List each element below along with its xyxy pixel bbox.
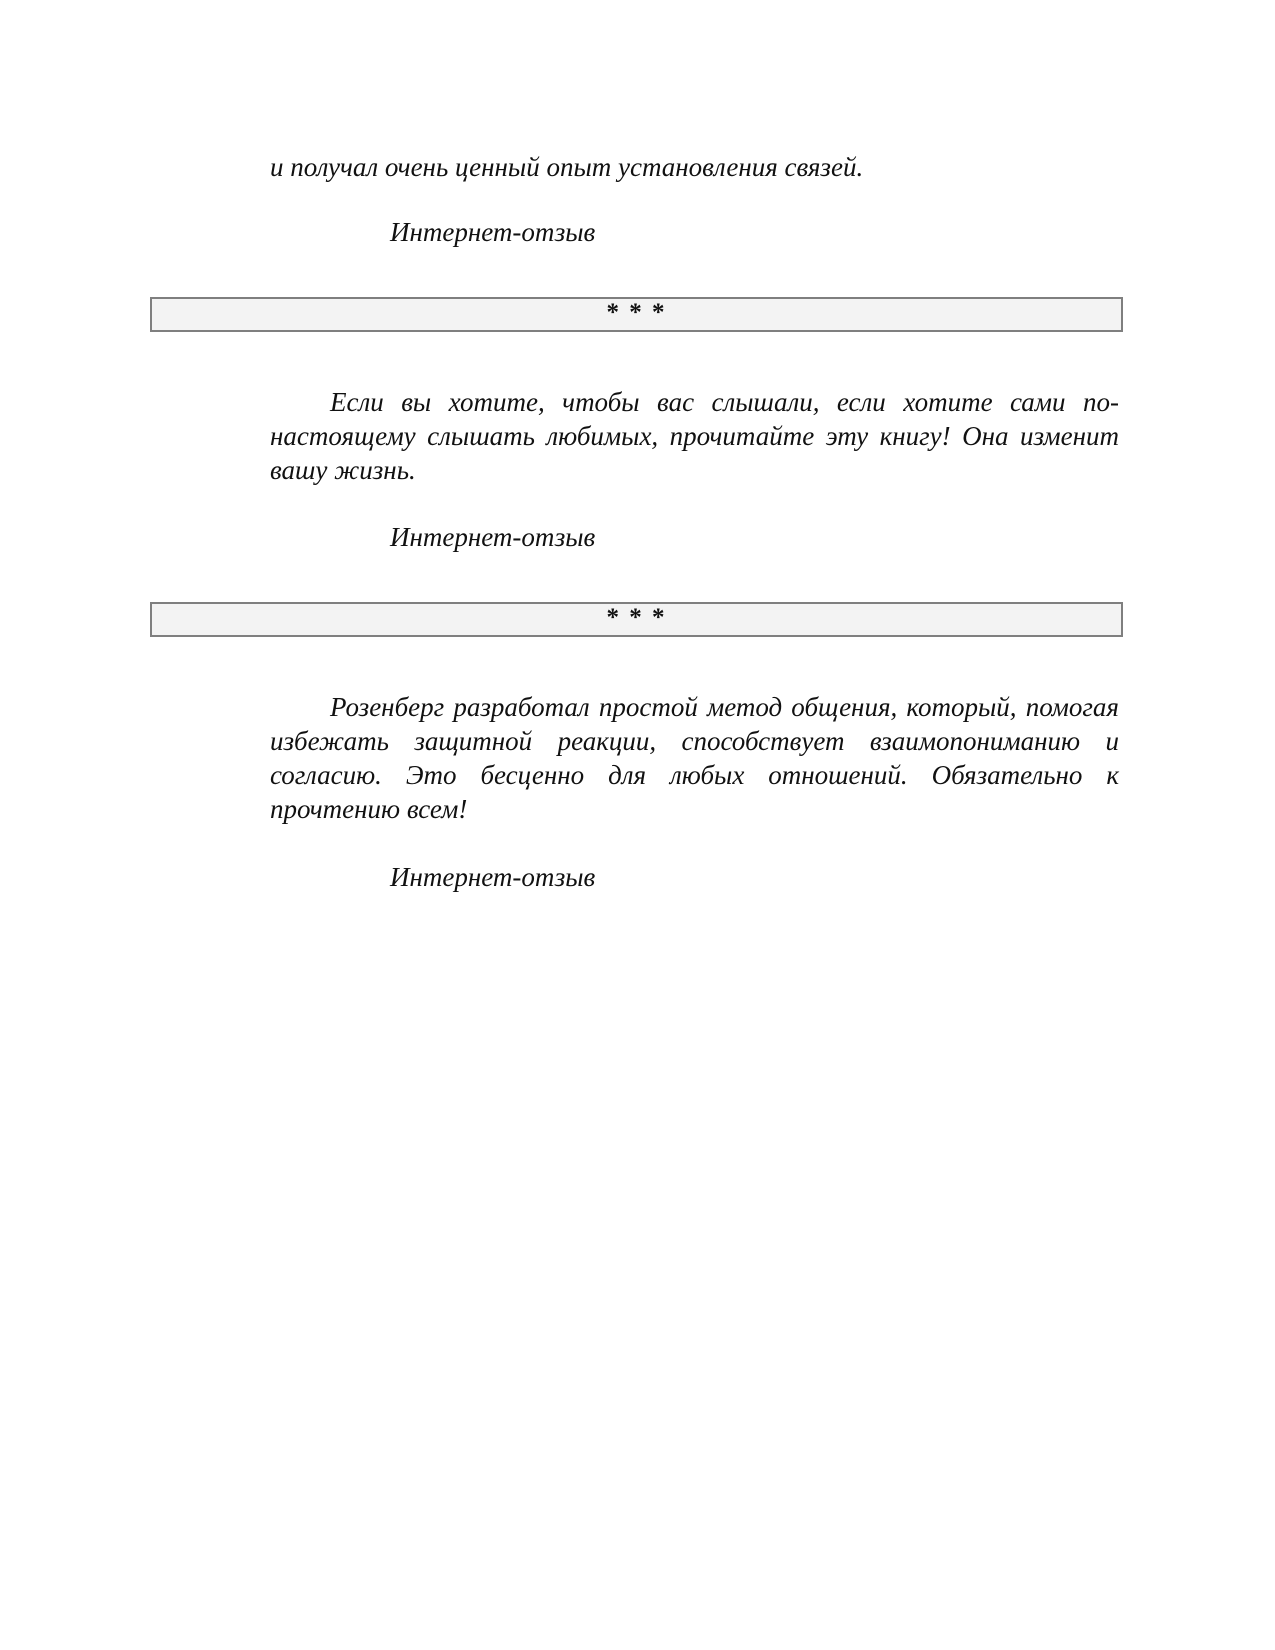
review-text-2: Если вы хотите, чтобы вас слышали, если хотите сами по-настоящему слышать любимых, прочитайте эту книгу! Она изменит вашу жизнь. bbox=[270, 387, 1119, 485]
section-separator-2: * * * bbox=[150, 602, 1123, 637]
review-signature-2: Интернет-отзыв bbox=[390, 522, 596, 552]
review-text-1: и получал очень ценный опыт установления связей. bbox=[270, 152, 864, 182]
review-signature-3: Интернет-отзыв bbox=[390, 862, 596, 892]
section-separator-1: * * * bbox=[150, 297, 1123, 332]
review-text-3: Розенберг разработал простой метод общения, который, помогая избежать защитной реакции, способствует взаимопониманию и согласию. Это бесценно для любых отношений. Обязательно к прочтению всем! bbox=[270, 692, 1119, 824]
review-signature-1: Интернет-отзыв bbox=[390, 217, 596, 247]
